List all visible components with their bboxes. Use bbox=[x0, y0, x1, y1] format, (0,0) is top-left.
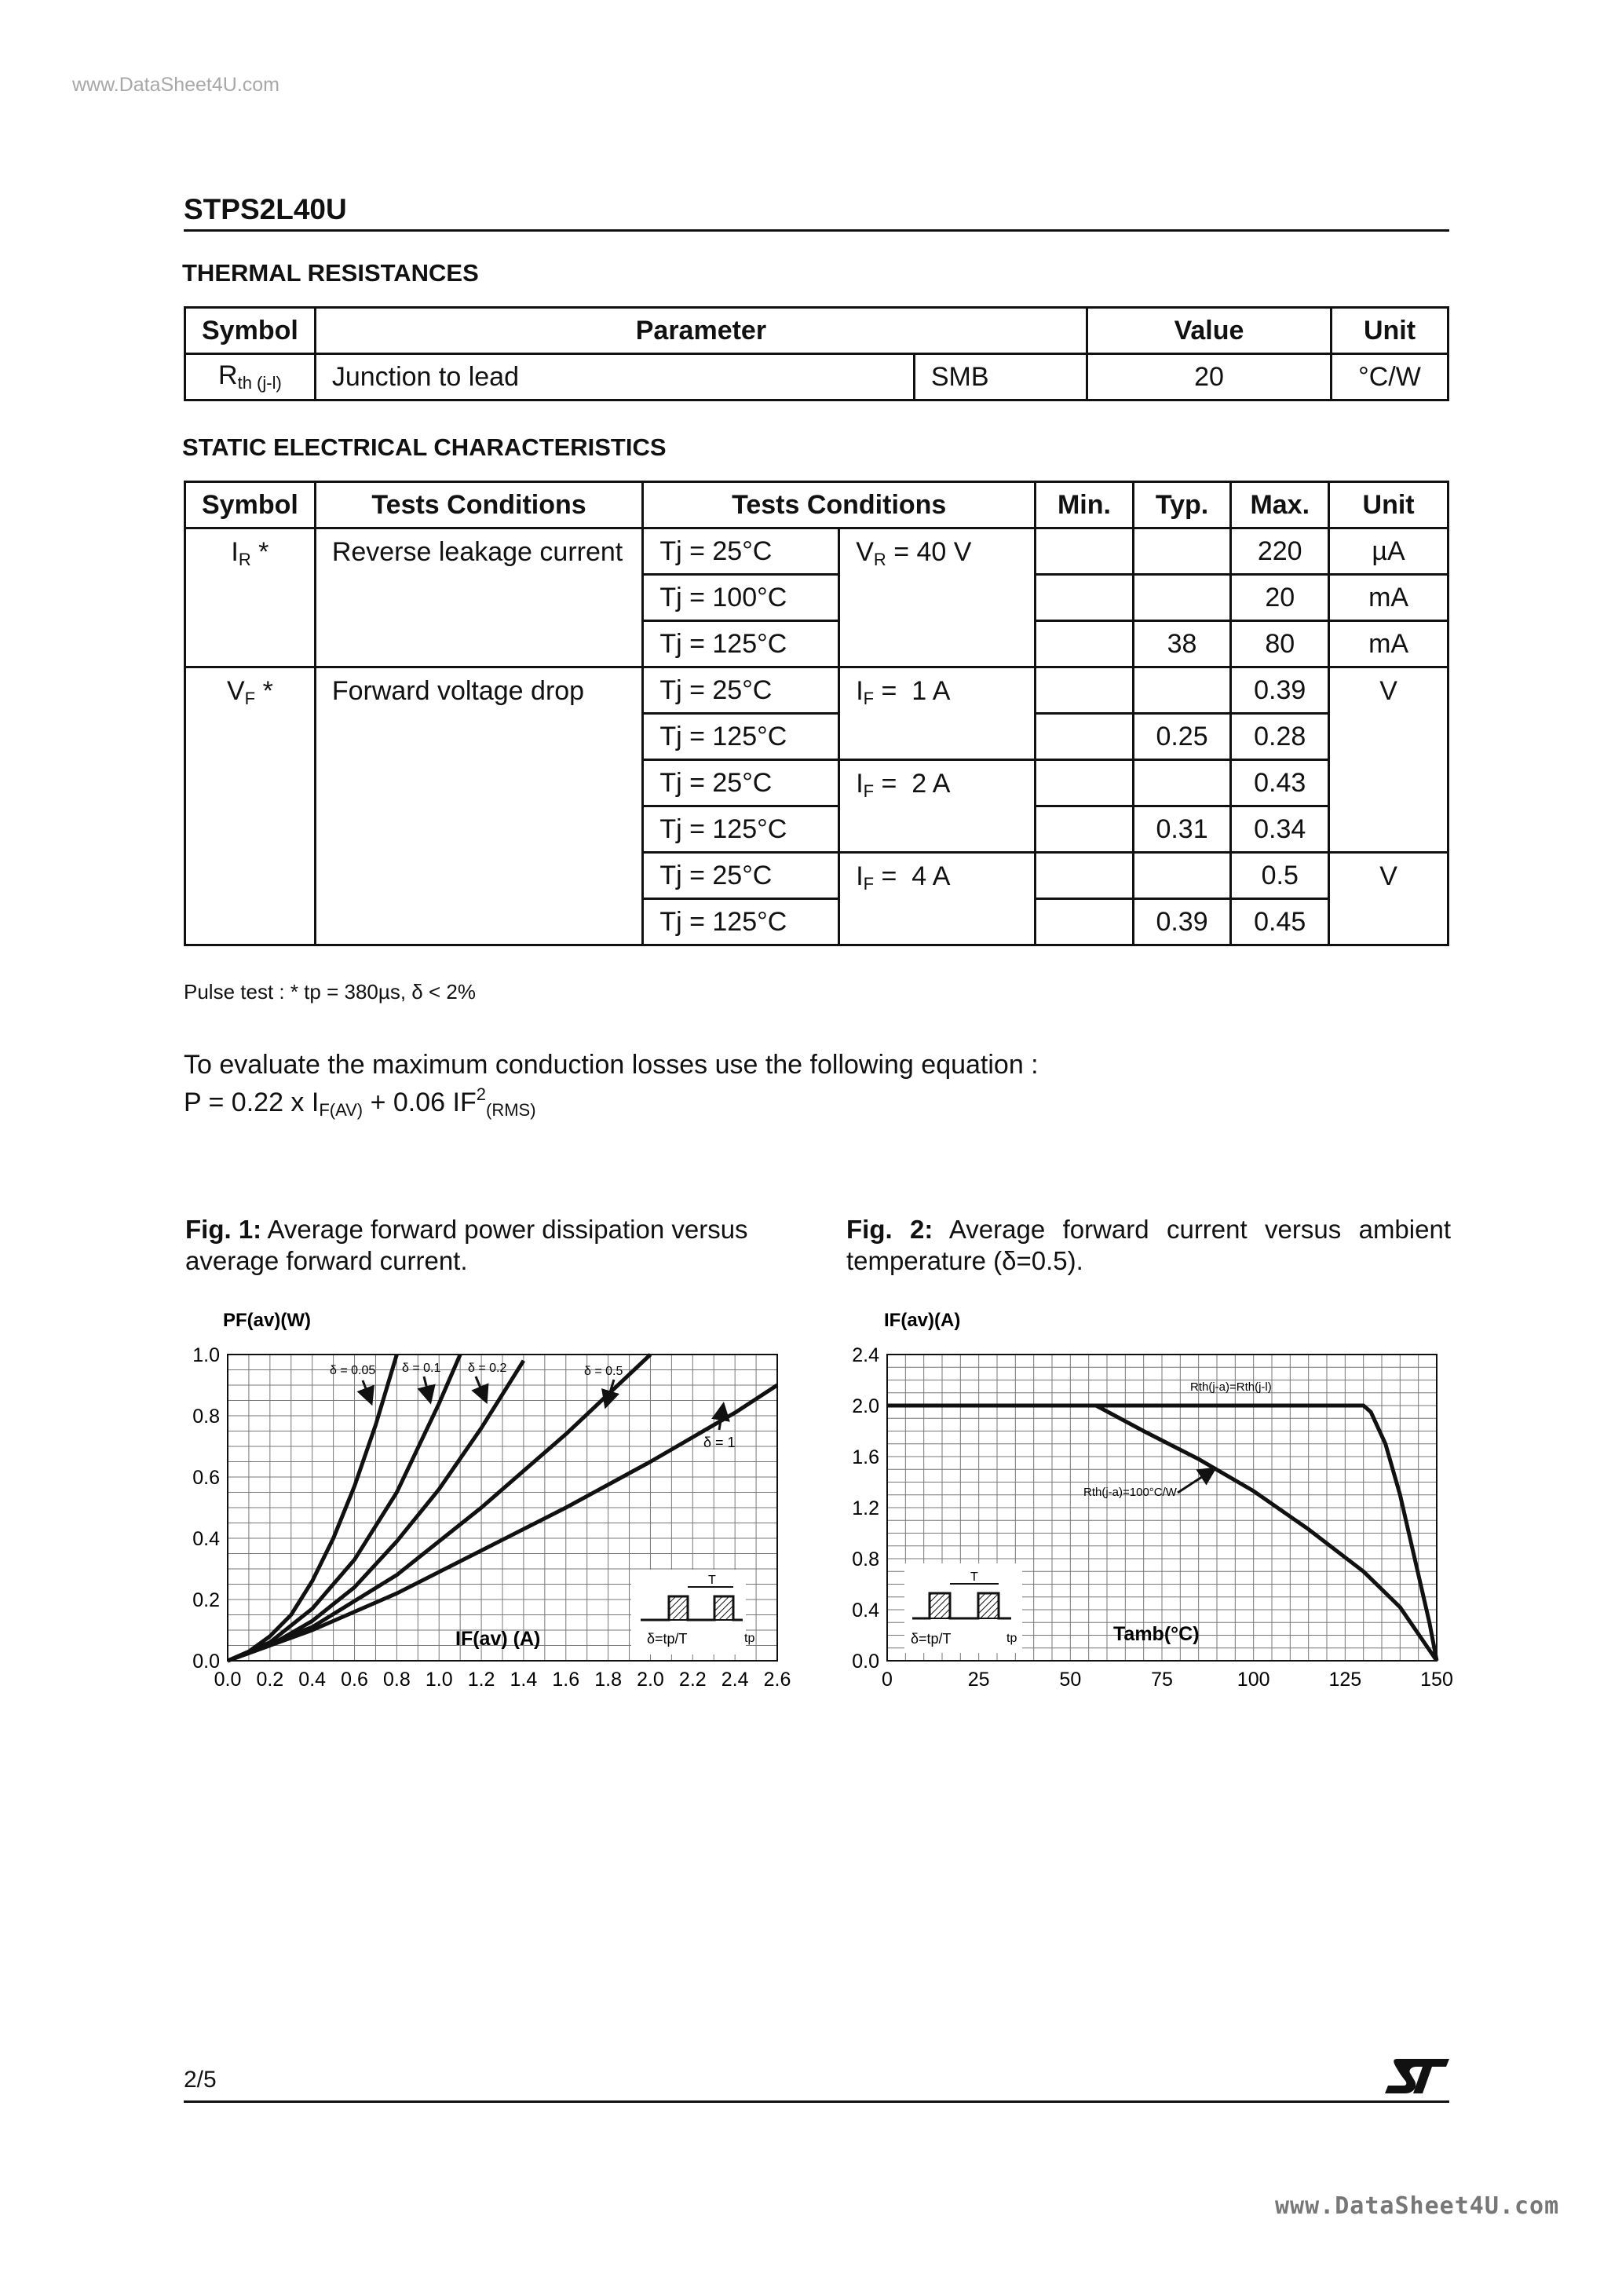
th-value: Value bbox=[1087, 308, 1332, 354]
vf-min-3 bbox=[1036, 760, 1134, 806]
x-tick-label: 25 bbox=[967, 1669, 990, 1691]
y-tick-label: 0.0 bbox=[852, 1651, 879, 1673]
part-number: STPS2L40U bbox=[184, 193, 347, 225]
thermal-table bbox=[184, 306, 1449, 401]
th-symbol: Symbol bbox=[185, 308, 316, 354]
vf-condition-1a: $I_F = 1$ A bbox=[839, 667, 1036, 760]
vf-typ-1 bbox=[1133, 667, 1231, 714]
vf-max-3: 0.43 bbox=[1231, 760, 1329, 806]
x-tick-label: 1.8 bbox=[594, 1669, 622, 1691]
y-tick-label: 0.6 bbox=[192, 1467, 220, 1489]
legend-delta-005: δ = 0.05 bbox=[330, 1364, 376, 1377]
thermal-value: 20 bbox=[1087, 354, 1332, 400]
vf-min-5 bbox=[1036, 853, 1134, 899]
x-tick-label: 0 bbox=[882, 1669, 893, 1691]
page-number: 2/5 bbox=[184, 2067, 217, 2093]
x-tick-label: 2.4 bbox=[721, 1669, 749, 1691]
y-tick-label: 0.4 bbox=[192, 1528, 220, 1550]
th-min: Min. bbox=[1036, 482, 1134, 528]
arrow-delta-01 bbox=[424, 1377, 429, 1395]
x-tick-label: 0.4 bbox=[298, 1669, 327, 1691]
vf-condition-2a: $I_F = 2$ A bbox=[839, 760, 1036, 853]
vf-tj-2: Tj = 125°C bbox=[643, 714, 839, 760]
vf-min-2 bbox=[1036, 714, 1134, 760]
inset1-formula: δ=tp/T bbox=[647, 1631, 688, 1647]
ir-typ-2 bbox=[1133, 575, 1231, 621]
x-tick-label: 2.2 bbox=[678, 1669, 707, 1691]
th-parameter: Parameter bbox=[315, 308, 1087, 354]
thermal-symbol: $R_{th (j-l)}$ bbox=[185, 354, 316, 400]
y-tick-label: 0.8 bbox=[852, 1548, 879, 1570]
ir-symbol: $I_R$ * bbox=[185, 528, 316, 667]
watermark-top: www.DataSheet4U.com bbox=[72, 74, 280, 96]
vf-max-2: 0.28 bbox=[1231, 714, 1329, 760]
ir-min-3 bbox=[1036, 621, 1134, 667]
th-symbol: Symbol bbox=[185, 482, 316, 528]
fig2-caption: Fig. 2: Average forward current versus ambient temperature (δ=0.5). bbox=[846, 1215, 1451, 1275]
y-tick-label: 1.6 bbox=[852, 1446, 879, 1468]
ir-tj-2: Tj = 100°C bbox=[643, 575, 839, 621]
header-rule bbox=[184, 229, 1449, 232]
x-tick-label: 1.4 bbox=[510, 1669, 538, 1691]
legend-rth-jl: Rth(j-a)=Rth(j-l) bbox=[1190, 1380, 1272, 1394]
inset2-hatch-1 bbox=[930, 1593, 950, 1618]
equation: P = 0.22 x $I_{F(AV)} + 0.06$ $IF^2_{(RMS)}$ bbox=[184, 1084, 536, 1120]
st-logo bbox=[1382, 2054, 1452, 2098]
x-tick-label: 75 bbox=[1151, 1669, 1173, 1691]
arrow-delta-1 bbox=[719, 1411, 722, 1430]
x-tick-label: 1.2 bbox=[467, 1669, 495, 1691]
thermal-title: THERMAL RESISTANCES bbox=[182, 259, 479, 287]
vf-tj-3: Tj = 25°C bbox=[643, 760, 839, 806]
legend-delta-1: δ = 1 bbox=[703, 1435, 736, 1450]
y-tick-label: 2.0 bbox=[852, 1395, 879, 1417]
chart1-inset bbox=[631, 1570, 754, 1654]
x-tick-label: 0.6 bbox=[341, 1669, 368, 1691]
arrow-delta-005 bbox=[363, 1380, 369, 1397]
inset1-tp: tp bbox=[744, 1632, 755, 1645]
x-tick-label: 1.6 bbox=[552, 1669, 580, 1691]
vf-max-4: 0.34 bbox=[1231, 806, 1329, 853]
ir-unit-3: mA bbox=[1329, 621, 1448, 667]
vf-typ-3 bbox=[1133, 760, 1231, 806]
inset2-tp: tp bbox=[1006, 1632, 1017, 1645]
vf-tj-1: Tj = 25°C bbox=[643, 667, 839, 714]
watermark-bottom: www.DataSheet4U.com bbox=[1275, 2192, 1560, 2220]
pulse-note: Pulse test : * tp = 380µs, δ < 2% bbox=[184, 980, 476, 1004]
vf-symbol: $V_F$ * bbox=[185, 667, 316, 945]
vf-tj-5: Tj = 25°C bbox=[643, 853, 839, 899]
vf-condition-4a: $I_F = 4$ A bbox=[839, 853, 1036, 945]
ir-unit-1: µA bbox=[1329, 528, 1448, 575]
thermal-parameter: Junction to lead bbox=[315, 354, 914, 400]
thermal-package: SMB bbox=[914, 354, 1087, 400]
vf-typ-6: 0.39 bbox=[1133, 899, 1231, 945]
th-unit: Unit bbox=[1329, 482, 1448, 528]
ir-tj-1: Tj = 25°C bbox=[643, 528, 839, 575]
ir-tj-3: Tj = 125°C bbox=[643, 621, 839, 667]
vf-typ-4: 0.31 bbox=[1133, 806, 1231, 853]
vf-tj-4: Tj = 125°C bbox=[643, 806, 839, 853]
vf-max-1: 0.39 bbox=[1231, 667, 1329, 714]
x-tick-label: 50 bbox=[1059, 1669, 1082, 1691]
x-tick-label: 1.0 bbox=[425, 1669, 453, 1691]
chart2-inset bbox=[904, 1563, 1022, 1653]
y-tick-label: 0.0 bbox=[192, 1651, 220, 1673]
inset1-hatch-1 bbox=[669, 1596, 688, 1620]
equation-intro: To evaluate the maximum conduction losses use the following equation : bbox=[184, 1050, 1039, 1080]
vf-label: Forward voltage drop bbox=[315, 667, 643, 945]
x-tick-label: 100 bbox=[1237, 1669, 1270, 1691]
x-tick-label: 150 bbox=[1420, 1669, 1453, 1691]
vf-tj-6: Tj = 125°C bbox=[643, 899, 839, 945]
ir-max-3: 80 bbox=[1231, 621, 1329, 667]
chart-fig1 bbox=[173, 1300, 801, 1708]
vf-typ-5 bbox=[1133, 853, 1231, 899]
ir-typ-3: 38 bbox=[1133, 621, 1231, 667]
legend-delta-02: δ = 0.2 bbox=[468, 1362, 507, 1375]
ir-max-2: 20 bbox=[1231, 575, 1329, 621]
chart1-xlabel: IF(av) (A) bbox=[455, 1628, 541, 1650]
vf-unit-b: V bbox=[1329, 853, 1448, 945]
footer-rule bbox=[184, 2100, 1449, 2103]
th-tests-conditions-1: Tests Conditions bbox=[315, 482, 643, 528]
th-typ: Typ. bbox=[1133, 482, 1231, 528]
st-logo-text: ST bbox=[1382, 2054, 1383, 2055]
ir-label: Reverse leakage current bbox=[315, 528, 643, 667]
y-tick-label: 2.4 bbox=[852, 1344, 879, 1366]
static-title: STATIC ELECTRICAL CHARACTERISTICS bbox=[182, 433, 667, 461]
thermal-unit: °C/W bbox=[1332, 354, 1448, 400]
vf-max-5: 0.5 bbox=[1231, 853, 1329, 899]
ir-unit-2: mA bbox=[1329, 575, 1448, 621]
fig1-caption: Fig. 1: Average forward power dissipation versus average forward current. bbox=[185, 1215, 748, 1275]
arrow-delta-02 bbox=[476, 1377, 484, 1395]
chart2-xlabel: Tamb(°C) bbox=[1113, 1623, 1200, 1645]
legend-delta-01: δ = 0.1 bbox=[402, 1362, 441, 1375]
legend-delta-05: δ = 0.5 bbox=[584, 1365, 623, 1378]
inset2-period: T bbox=[970, 1570, 978, 1584]
x-tick-label: 0.2 bbox=[256, 1669, 284, 1691]
legend-rth-100: Rth(j-a)=100°C/W bbox=[1083, 1486, 1177, 1499]
vf-unit-a: V bbox=[1329, 667, 1448, 853]
x-tick-label: 125 bbox=[1328, 1669, 1362, 1691]
st-logo-mark bbox=[1385, 2059, 1449, 2093]
chart1-ylabel: PF(av)(W) bbox=[223, 1310, 311, 1331]
vf-typ-2: 0.25 bbox=[1133, 714, 1231, 760]
chart2-ylabel: IF(av)(A) bbox=[884, 1310, 961, 1331]
ir-typ-1 bbox=[1133, 528, 1231, 575]
th-unit: Unit bbox=[1332, 308, 1448, 354]
th-max: Max. bbox=[1231, 482, 1329, 528]
x-tick-label: 2.0 bbox=[637, 1669, 664, 1691]
static-table bbox=[184, 481, 1449, 946]
inset1-hatch-2 bbox=[714, 1596, 733, 1620]
y-tick-label: 0.4 bbox=[852, 1600, 879, 1621]
y-tick-label: 0.2 bbox=[192, 1589, 220, 1611]
th-tests-conditions-2: Tests Conditions bbox=[643, 482, 1036, 528]
inset2-formula: δ=tp/T bbox=[911, 1631, 952, 1647]
chart-fig2 bbox=[832, 1300, 1460, 1708]
y-tick-label: 1.2 bbox=[852, 1497, 879, 1519]
x-tick-label: 0.0 bbox=[214, 1669, 242, 1691]
ir-condition: $V_R = 40$ V bbox=[839, 528, 1036, 667]
y-tick-label: 0.8 bbox=[192, 1406, 220, 1428]
vf-min-1 bbox=[1036, 667, 1134, 714]
vf-min-6 bbox=[1036, 899, 1134, 945]
inset1-period: T bbox=[708, 1574, 716, 1587]
x-tick-label: 0.8 bbox=[383, 1669, 411, 1691]
vf-max-6: 0.45 bbox=[1231, 899, 1329, 945]
ir-min-1 bbox=[1036, 528, 1134, 575]
x-tick-label: 2.6 bbox=[763, 1669, 791, 1691]
vf-min-4 bbox=[1036, 806, 1134, 853]
ir-max-1: 220 bbox=[1231, 528, 1329, 575]
y-tick-label: 1.0 bbox=[192, 1344, 220, 1366]
ir-min-2 bbox=[1036, 575, 1134, 621]
inset2-hatch-2 bbox=[978, 1593, 999, 1618]
